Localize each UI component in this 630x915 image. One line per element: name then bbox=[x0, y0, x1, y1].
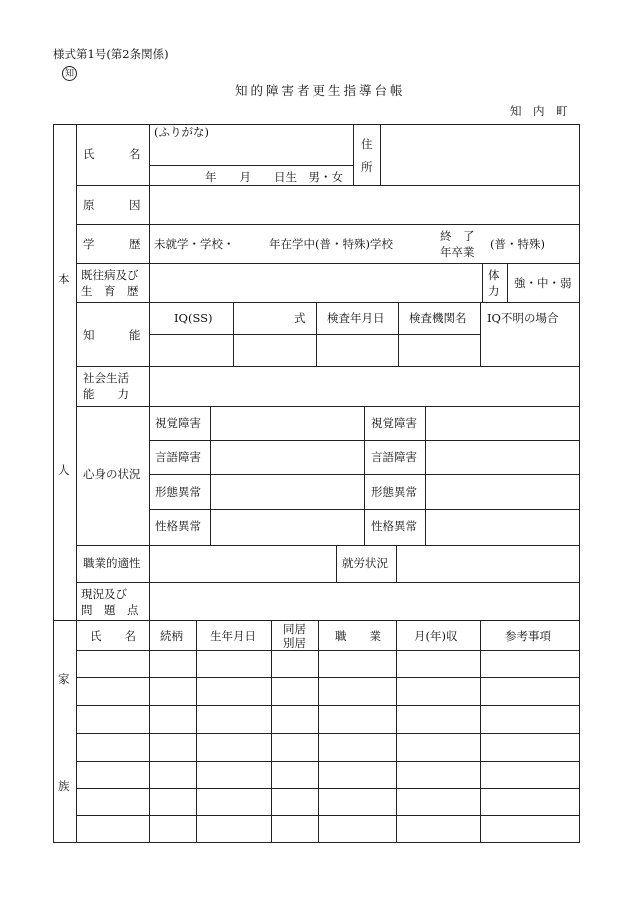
speech-right: 言語障害 bbox=[371, 450, 417, 464]
current-status-2: 問 題 点 bbox=[81, 603, 139, 617]
name-label: 氏 名 bbox=[83, 147, 141, 161]
speech-left: 言語障害 bbox=[155, 450, 201, 464]
personality-left: 性格異常 bbox=[155, 519, 201, 533]
section-label-family-bottom: 族 bbox=[58, 779, 70, 793]
medical-history-2: 生 育 歴 bbox=[81, 284, 139, 298]
family-col-birthdate: 生年月日 bbox=[210, 629, 256, 643]
social-ability-1: 社会生活 bbox=[83, 371, 129, 385]
graduated-1: 終 了 bbox=[440, 229, 475, 243]
visual-right: 視覚障害 bbox=[371, 416, 417, 430]
address-label-1: 住 bbox=[361, 137, 373, 151]
section-divider bbox=[53, 620, 580, 621]
stamina-values: 強・中・弱 bbox=[514, 276, 572, 290]
visual-left: 視覚障害 bbox=[155, 416, 201, 430]
form-frame bbox=[53, 124, 580, 843]
section-label-family-top: 家 bbox=[58, 672, 70, 686]
cause-label: 原 因 bbox=[83, 198, 141, 212]
seal-mark: 知 bbox=[62, 66, 77, 81]
current-status-1: 現況及び bbox=[81, 587, 127, 601]
furigana-label: (ふりがな) bbox=[154, 125, 209, 139]
family-col-separate: 別居 bbox=[283, 636, 306, 650]
family-col-income: 月(年)収 bbox=[414, 629, 458, 643]
condition-label: 心身の状況 bbox=[83, 467, 141, 481]
iq-ss-header: IQ(SS) bbox=[174, 311, 213, 325]
town-name: 知 内 町 bbox=[510, 104, 568, 118]
employment-label: 就労状況 bbox=[342, 556, 388, 570]
stamina-2: 力 bbox=[488, 284, 500, 298]
section-label-person-top: 本 bbox=[58, 272, 70, 286]
aptitude-label: 職業的適性 bbox=[83, 556, 141, 570]
personality-right: 性格異常 bbox=[371, 519, 417, 533]
form-right: 形態異常 bbox=[371, 485, 417, 499]
intelligence-label: 知 能 bbox=[83, 328, 141, 342]
medical-history-1: 既往病及び bbox=[81, 268, 139, 282]
iq-unknown-label: IQ不明の場合 bbox=[487, 311, 559, 325]
education-label: 学 歴 bbox=[83, 237, 141, 251]
graduated-type: (普・特殊) bbox=[490, 237, 545, 251]
section-label-person-bottom: 人 bbox=[58, 463, 70, 477]
exam-org-header: 検査機関名 bbox=[409, 311, 467, 325]
page-title: 知的障害者更生指導台帳 bbox=[235, 83, 406, 98]
family-col-relation: 続柄 bbox=[160, 629, 183, 643]
form-left: 形態異常 bbox=[155, 485, 201, 499]
family-col-name: 氏 名 bbox=[90, 629, 136, 643]
family-col-cohabit: 同居 bbox=[283, 622, 306, 636]
social-ability-2: 能 力 bbox=[83, 387, 129, 401]
graduated-2: 年卒業 bbox=[440, 245, 475, 259]
birth-line: 年 月 日生 男・女 bbox=[205, 170, 343, 184]
family-col-occupation: 職 業 bbox=[335, 629, 381, 643]
stamina-1: 体 bbox=[488, 268, 500, 282]
family-col-notes: 参考事項 bbox=[505, 629, 551, 643]
formula-header: 式 bbox=[294, 311, 306, 325]
address-label-2: 所 bbox=[361, 160, 373, 174]
exam-date-header: 検査年月日 bbox=[327, 311, 385, 325]
education-text: 未就学・学校・ 年在学中(普・特殊)学校 bbox=[154, 237, 393, 251]
form-number: 様式第1号(第2条関係) bbox=[53, 47, 169, 61]
